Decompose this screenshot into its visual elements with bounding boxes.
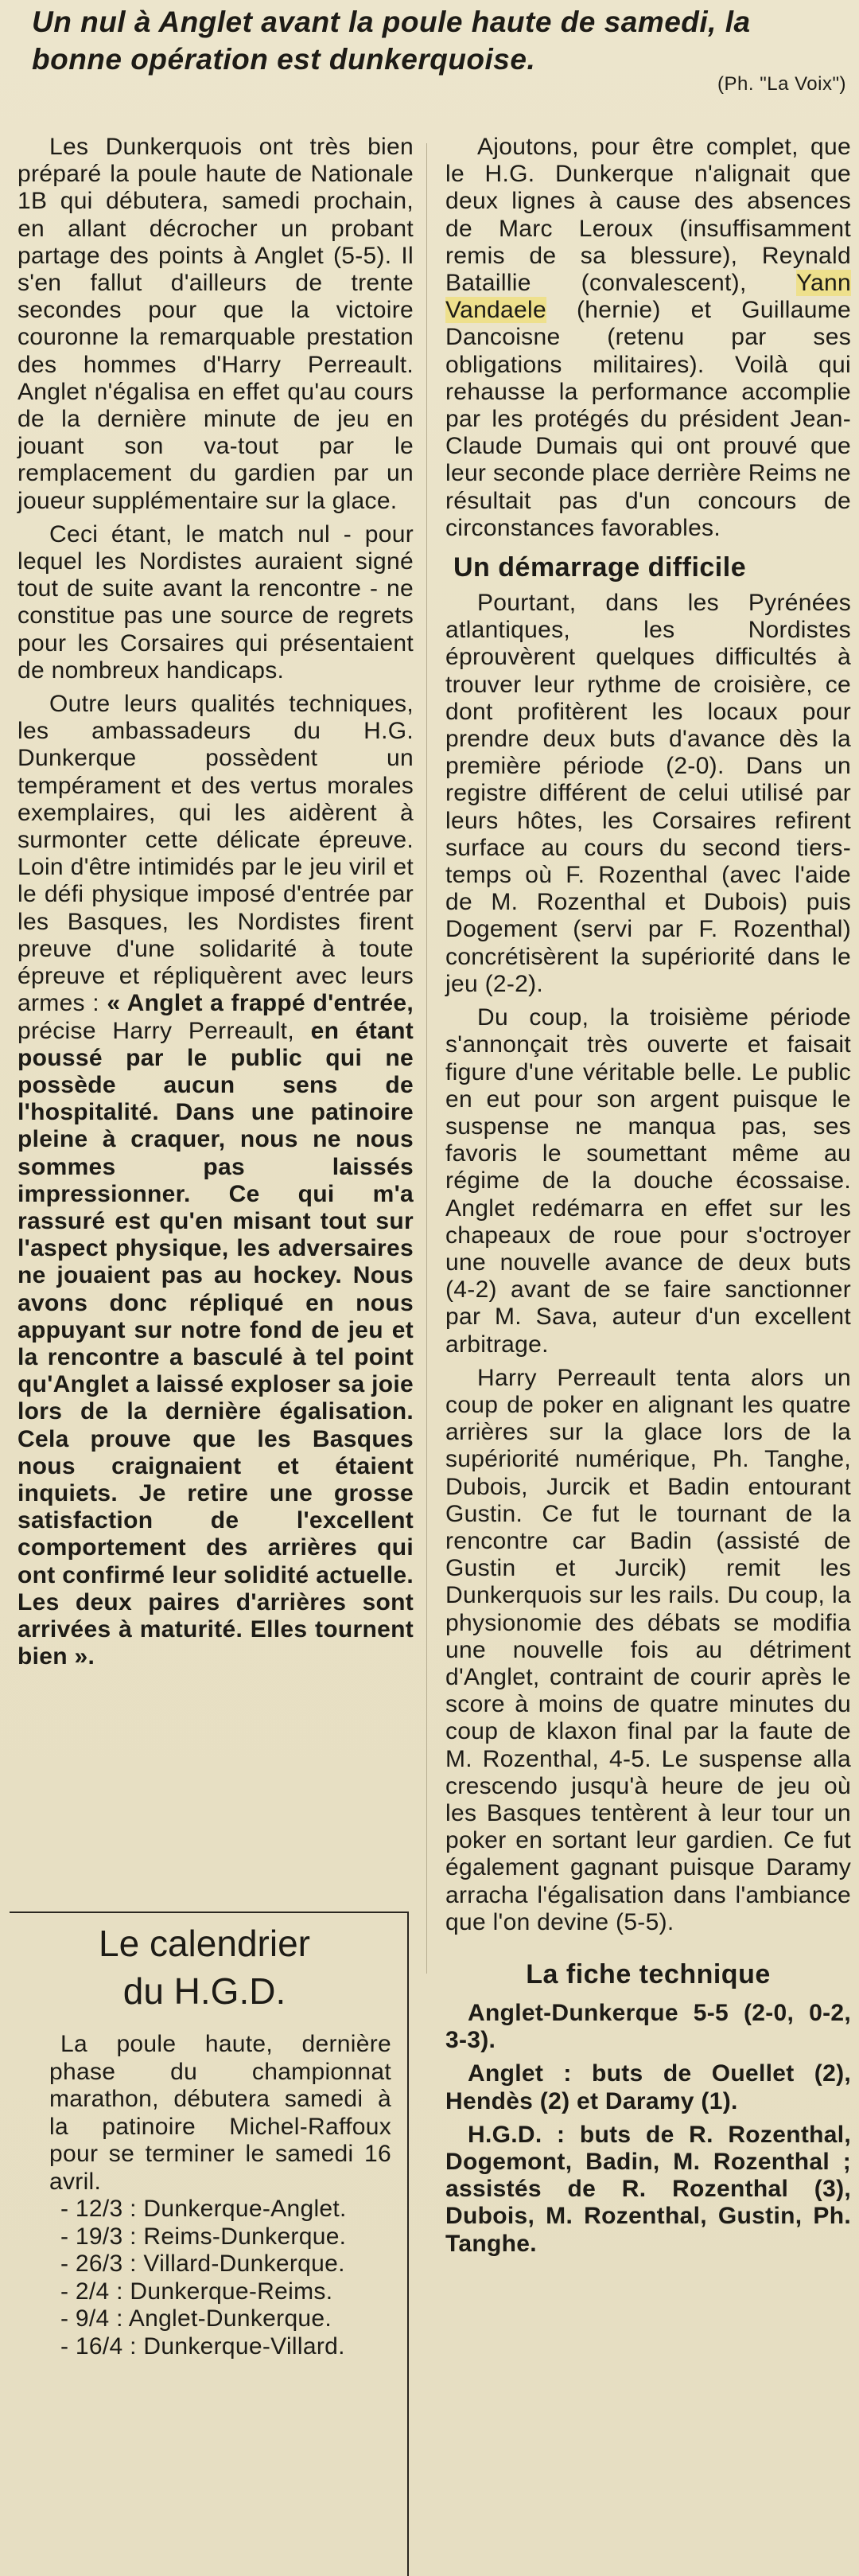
fiche-anglet [445,2060,851,2114]
calendar-item: - 9/4 : Anglet-Dunkerque. [60,2305,332,2332]
quote-part-2: en étant poussé par le public qui ne possède aucun sens de l'hospitalité. Dans une patinoire pleine à craquer, nous ne nous sommes pas laissés impressionner. Ce qui m'a rassuré est qu'en misant tout sur l'aspect physique, les adversaires ne jouaient pas au hockey. Nous avons donc répliqué en nous appuyant sur notre fond de jeu et la rencontre a basculé à tel point qu'Anglet a laissé exploser sa joie lors de la dernière égalisation. Cela prouve que les Basques nous craignaient et étaient inquiets. Je retire une grosse satisfaction de l'excellent comportement des arrières qui ont confirmé leur solidité actuelle. Les deux paires d'arrières sont arrivées à maturité. Elles tournent bien ». [17,1017,414,1670]
right-paragraph-2 [445,590,851,998]
fiche-anglet-text: Anglet : buts de Ouellet (2), Hendès (2) et Daramy (1). [445,2060,851,2114]
fiche-score-text: Anglet-Dunkerque 5-5 (2-0, 0-2, 3-3). [445,2000,851,2054]
highlighted-name: Yann Vandaele [445,270,851,324]
calendar-item: - 12/3 : Dunkerque-Anglet. [60,2196,347,2222]
calendar-item: - 19/3 : Reims-Dunkerque. [60,2223,347,2250]
quote-part-1: « Anglet a frappé d'entrée, [107,990,414,1017]
calendar-title-line-2: du H.G.D. [122,1970,286,2012]
left-column [17,134,414,1670]
right-column [445,134,851,2261]
calendar-body [49,2031,391,2360]
right-paragraph-4-text: Harry Perreault tenta alors un coup de poker en alignant les quatre arrières sur la glace lors de la supériorité numérique, Ph. Tanghe, Dubois, Jurcik et Badin entourant Gustin. Ce fut le tournant de la rencontre car Badin (assisté de Gustin et Jurcik) remit les Dunkerquois sur les rails. Du coup, la physionomie des débats se modifia une nouvelle fois au détriment d'Anglet, contraint de courir après le score à moins de quatre minutes du coup de klaxon final par la faute de M. Rozenthal, 4-5. Le suspense alla crescendo jusqu'à heure de jeu où les Basques tentèrent à leur tour un poker en sortant leur gardien. Ce fut également gagnant puisque Daramy arracha l'égalisation dans l'ambiance que l'on devine (5-5). [445,1364,851,1935]
quote-attribution: précise Harry Perreault, [17,1017,294,1044]
right-paragraph-4 [445,1365,851,1936]
right-paragraph-1 [445,134,851,542]
fiche-hgd [445,2122,851,2258]
photo-caption: Un nul à Anglet avant la poule haute de samedi, la bonne opération est dunkerquoise. [32,6,751,76]
left-paragraph-1 [17,134,414,515]
calendar-item: - 16/4 : Dunkerque-Villard. [60,2332,345,2360]
left-paragraph-3 [17,691,414,1670]
calendar-list [49,2196,391,2360]
technical-sheet [445,2000,851,2258]
subheading-fiche: La fiche technique [526,1959,771,1989]
column-divider [426,143,427,1974]
right-paragraph-2-text: Pourtant, dans les Pyrénées atlantiques, les Nordistes éprouvèrent quelques difficultés à trouver leur rythme de croisière, ce dont profitèrent les locaux pour prendre deux buts d'avance dès la première période (2-0). Dans un registre différent de celui utilisé par leurs hôtes, les Corsaires refirent surface au cours du second tiers-temps où F. Rozenthal (avec l'aide de M. Rozenthal et Dubois) puis Dogement (servi par F. Rozenthal) concrétisèrent la supériorité dans le jeu (2-2). [445,590,851,997]
left-paragraph-3-text: Outre leurs qualités techniques, les ambassadeurs du H.G. Dunkerque possèdent un tempérament et des vertus morales exemplaires, qui les aidèrent à surmonter cette délicate épreuve. Loin d'être intimidés par le jeu viril et le défi physique imposé d'entrée par les Basques, les Nordistes firent preuve d'une solidarité à toute épreuve et répliquèrent avec leurs armes : [17,691,414,1017]
calendar-item: - 2/4 : Dunkerque-Reims. [60,2278,333,2305]
calendar-item: - 26/3 : Villard-Dunkerque. [60,2251,345,2277]
subheading-demarrage: Un démarrage difficile [453,552,747,583]
right-paragraph-3 [445,1004,851,1358]
left-paragraph-1-text: Les Dunkerquois ont très bien préparé la poule haute de Nationale 1B qui débutera, samedi prochain, en allant décrocher un probant partage des points à Anglet (5-5). Il s'en fallut d'ailleurs de trente secondes pour que la victoire couronne la remarquable prestation des hommes d'Harry Perreault. Anglet n'égalisa en effet qu'au cours de la dernière minute de jeu en jouant son va-tout par le remplacement du gardien par un joueur supplémentaire sur la glace. [17,134,414,514]
calendar-title-line-1: Le calendrier [99,1923,310,1964]
right-paragraph-3-text: Du coup, la troisième période s'annonçait très ouverte et faisait figure d'une véritable belle. Le public en eut pour son argent puisque le suspense ne manqua pas, ses favoris le soumettant même au régime de la douche écossaise. Anglet redémarra en effet sur les chapeaux de roue pour s'octroyer une nouvelle avance de deux buts (4-2) avant de se faire sanctionner par M. Sava, auteur d'un excellent arbitrage. [445,1004,851,1358]
photo-credit: (Ph. "La Voix") [717,73,846,95]
right-paragraph-1-text: Ajoutons, pour être complet, que le H.G. Dunkerque n'alignait que deux lignes à cause des absences de Marc Leroux (insuffisamment remis de sa blessure), Reynald Bataillie (convalescent), [445,134,851,297]
left-paragraph-2-text: Ceci étant, le match nul - pour lequel les Nordistes auraient signé tout de suite avant la rencontre - ne constitue pas une source de regrets pour les Corsaires qui présentaient de nombreux handicaps. [17,520,414,684]
calendar-title [10,1919,399,2015]
fiche-score [445,2000,851,2054]
calendar-intro: La poule haute, dernière phase du championnat marathon, débutera samedi à la patinoire Michel-Raffoux pour se terminer le samedi 16 avril. [49,2031,391,2195]
fiche-hgd-text: H.G.D. : buts de R. Rozenthal, Dogemont, Badin, M. Rozenthal ; assistés de R. Rozenthal (3), Dubois, M. Rozenthal, Gustin, Ph. Tanghe. [445,2121,851,2257]
right-paragraph-1-text-end: (hernie) et Guillaume Dancoisne (retenu par ses obligations militaires). Voilà qui rehausse la performance accomplie par les protégés du président Jean-Claude Dumais qui ont prouvé que leur seconde place derrière Reims ne résultait pas d'un concours de circonstances favorables. [445,297,852,541]
left-paragraph-2 [17,521,414,684]
